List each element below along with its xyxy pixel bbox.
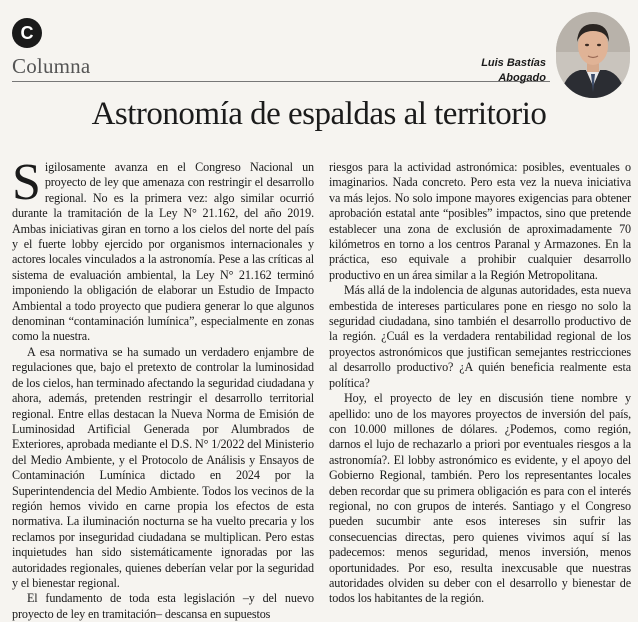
- paragraph-text: igilosamente avanza en el Congreso Nacional un proyecto de ley que amenaza con restringir el desarrollo regional. No es la primera vez: algo similar ocurrió durante la tramitación de la Ley N° 21.162, del año 2019. Ambas iniciativas giran en torno a los cielos del norte del país y el fuerte lobby ejercido por organismos internacionales y actores locales vinculados a la astronomía. Pese a las críticas al sistema de evaluación ambiental, la Ley N° 21.162 terminó imponiendo la obligación de elaborar un Estudio de Impacto Ambiental a todo proyecto que pudiera generar lo que algunos denominan “contaminación lumínica”, especialmente en zonas como la nuestra.: [12, 160, 314, 344]
- header-divider: [12, 81, 550, 82]
- column-badge: C: [12, 18, 42, 48]
- article-paragraph: A esa normativa se ha sumado un verdadero enjambre de regulaciones que, bajo el pretexto de controlar la luminosidad de los cielos, han terminado afectando la seguridad ciudadana y ahora, además, pretenden restringir el desarrollo territorial regional. Entre ellas destacan la Nueva Norma de Emisión de Luminosidad Artificial Generada por Alumbrados de Exteriores, aprobada mediante el D.S. N° 1/2022 del Ministerio del Medio Ambiente, y el Protocolo de Análisis y Ensayos de Contaminación Lumínica dictado en 2024 por la Superintendencia del Medio Ambiente. Todos los vecinos de la región hemos vivido en carne propia los efectos de esta normativa. La iluminación nocturna se ha vuelto precaria y los reclamos por inseguridad ciudadana se multiplican. Pero estas inquietudes han sido sistemáticamente ignoradas por las autoridades regionales, quienes deberían velar por la seguridad y el bienestar regional.: [12, 344, 314, 590]
- article-paragraph: riesgos para la actividad astronómica: posibles, eventuales o imaginarios. Nada concreto. Pero esta vez la nueva iniciativa va más lejos. No solo impone mayores exigencias para obtener aprobación estatal ante “posibles” impactos, sino que pretende establecer una zona de exclusión de aproximadamente 70 kilómetros en torno a los centros Paranal y Armazones. En la práctica, eso equivale a prohibir cualquier desarrollo productivo en un área similar a la Región Metropolitana.: [329, 160, 631, 282]
- article-column-left: [12, 154, 314, 622]
- author-role: Abogado: [498, 72, 546, 84]
- author-byline: [481, 56, 546, 86]
- article-paragraph: Hoy, el proyecto de ley en discusión tiene nombre y apellido: uno de los mayores proyectos de inversión del país, con 10.000 millones de dólares. ¿Podemos, como región, darnos el lujo de rechazarlo a priori por eventuales riesgos a la astronomía?. El lobby astronómico es evidente, y el apoyo del Gobierno Regional, también. Pero los representantes locales deben recordar que su primera obligación es para con el interés regional, no con grupos de interés. Santiago y el Congreso pueden sucumbir ante esos intereses sin sufrir las consecuencias directas, pero quienes vivimos aquí sí las padecemos: menos seguridad, menos inversión, menos oportunidades. Por eso, resulta inexcusable que nuestras autoridades olviden su deber con el desarrollo y bienestar de todos los habitantes de la región.: [329, 391, 631, 606]
- article-column-right: [329, 160, 631, 607]
- article-paragraph: [12, 154, 314, 345]
- author-photo: [556, 12, 630, 98]
- article-paragraph: El fundamento de toda esta legislación –y del nuevo proyecto de ley en tramitación– descansa en supuestos: [12, 591, 314, 621]
- section-label: Columna: [12, 54, 91, 78]
- article-paragraph: Más allá de la indolencia de algunas autoridades, esta nueva embestida de intereses particulares pone en riesgo no solo la seguridad ciudadana, sino también el desarrollo productivo de la región. ¿Cuál es la verdadera rentabilidad regional de los proyectos astronómicos que justifican semejantes restricciones al desarrollo productivo? ¿A quién beneficia realmente esta política?: [329, 283, 631, 390]
- article-title: Astronomía de espaldas al territorio: [91, 96, 547, 132]
- author-name: Luis Bastías: [481, 57, 546, 69]
- author-portrait-image: [556, 12, 630, 98]
- drop-cap: S: [12, 154, 41, 211]
